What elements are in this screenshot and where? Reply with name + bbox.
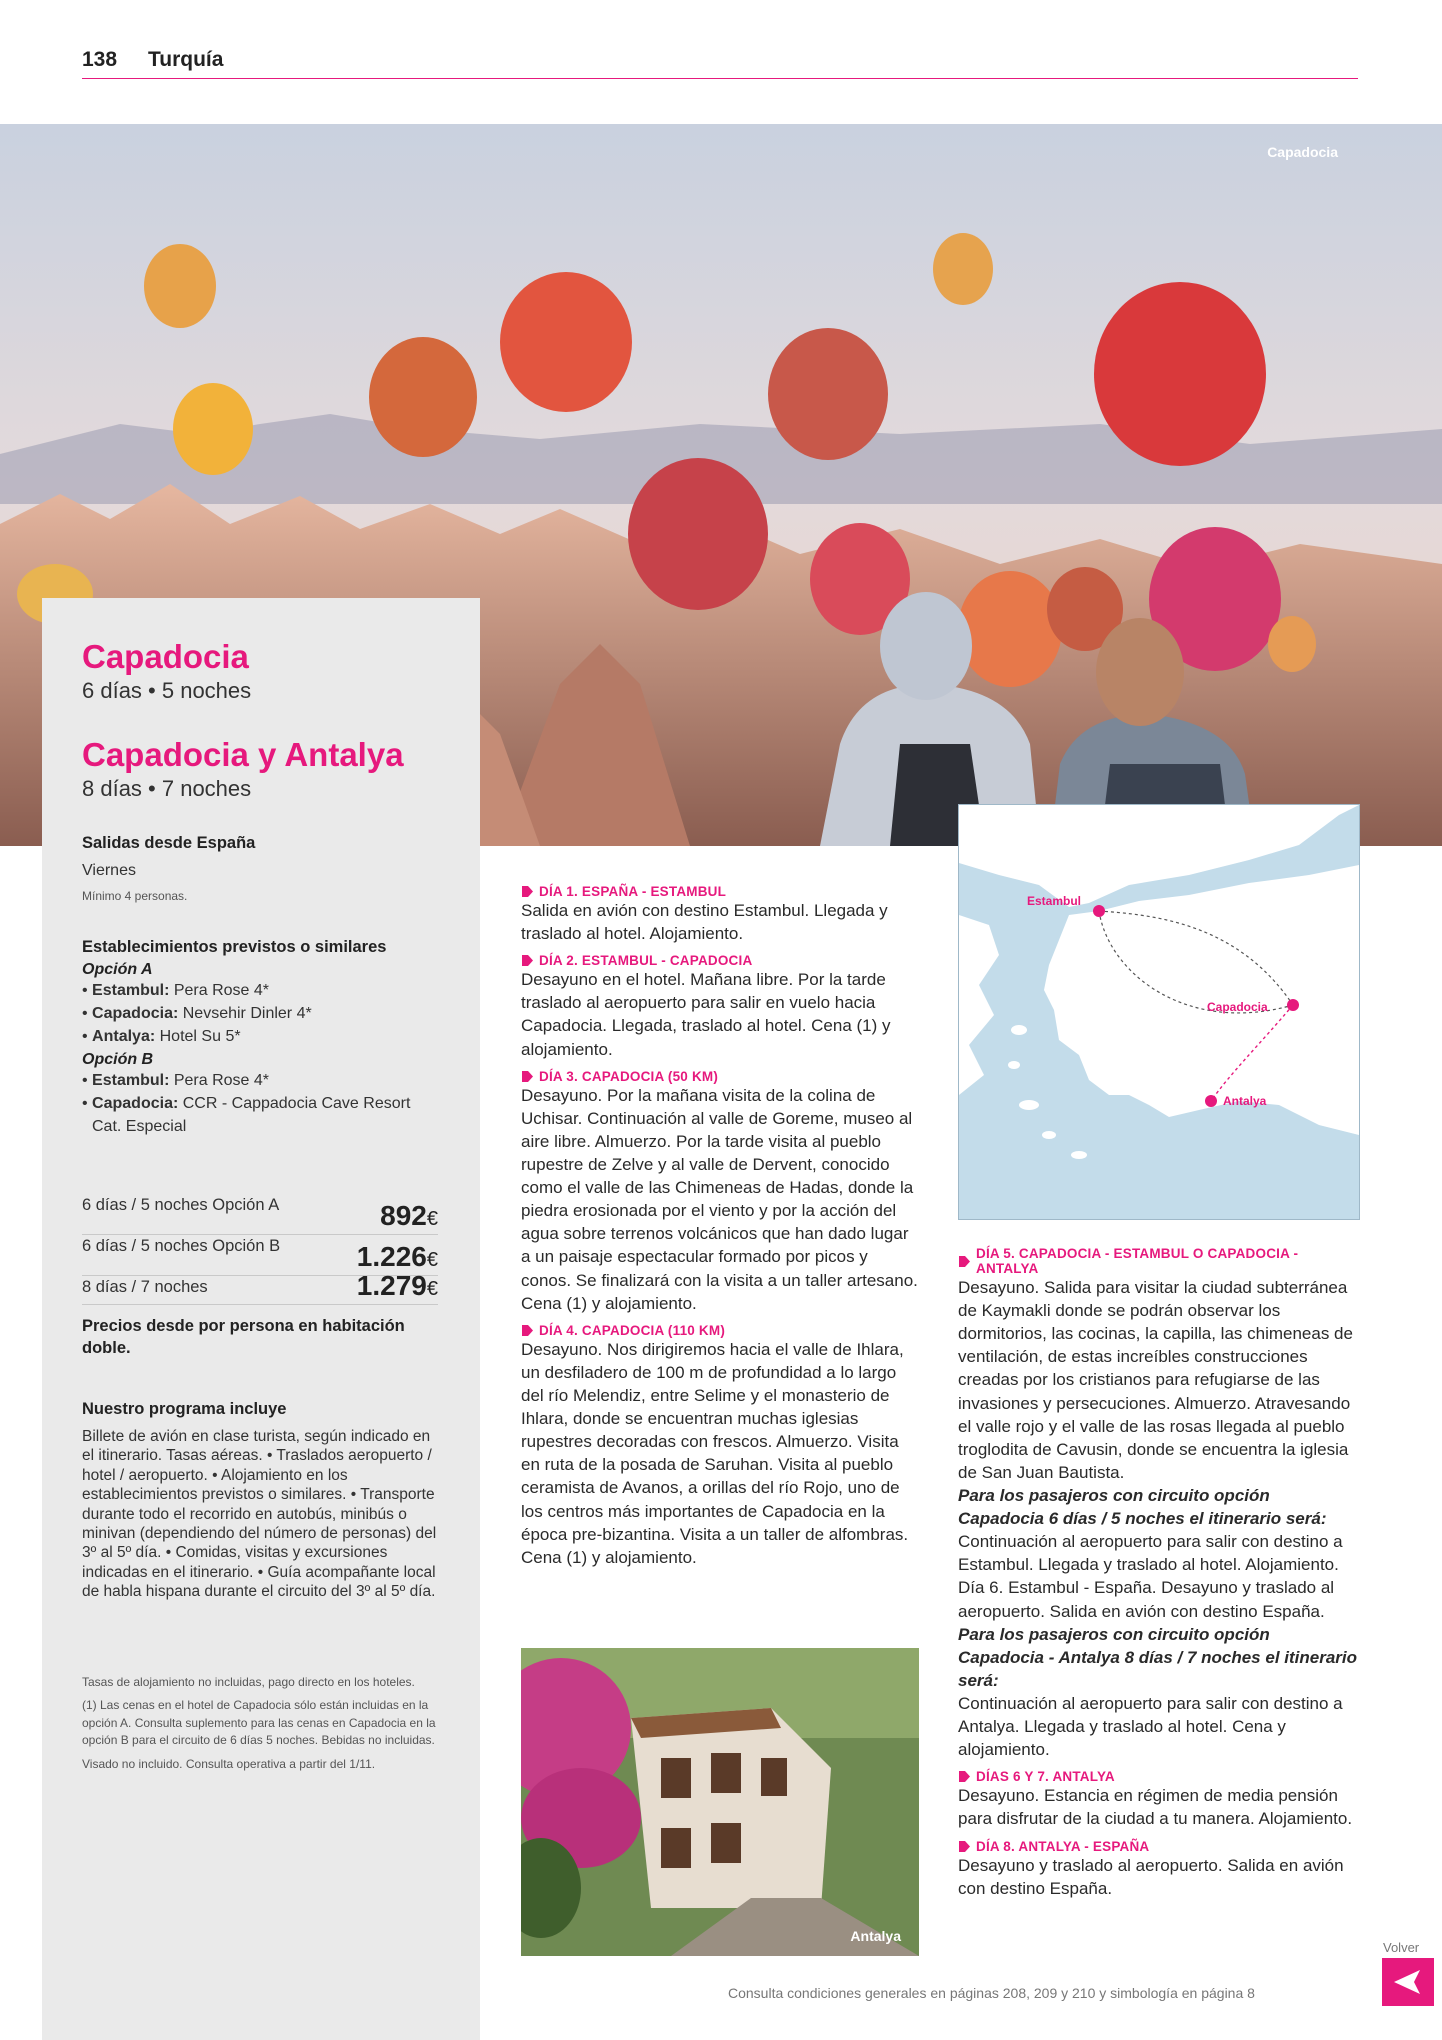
departures-label: Salidas desde España [82, 834, 256, 852]
back-button[interactable] [1382, 1958, 1434, 2006]
map-label-estambul: Estambul [1027, 894, 1082, 908]
price-value [380, 1200, 438, 1232]
footer-note: Consulta condiciones generales en páginas 208, 209 y 210 y simbología en página 8 [728, 1985, 1255, 2001]
hotel-name: Pera Rose 4* [173, 1071, 270, 1089]
day-text: Desayuno. Nos dirigiremos hacia el valle de Ihlara, un desfiladero de 100 m de profundidad a lo largo del río Melendiz, entre Selime y el monasterio de Ihlara, donde se encuentran muchas iglesias rupestres decoradas con frescos. Almuerzo. Visita en ruta de la posada de Saruhan. Visita al pueblo ceramista de Avanos, a orillas del río Rojo, uno de los centros más importantes de Capadocia en la época pre-bizantina. Visita a un taller de alfombras. Cena (1) y alojamiento. [521, 1339, 909, 1567]
trip1-title: Capadocia [82, 638, 249, 675]
option-a-label: Opción A [82, 961, 153, 978]
hotel-list-a [82, 979, 442, 1049]
day-text: Desayuno. Por la mañana visita de la colina de Uchisar. Continuación al valle de Goreme, museo al aire libre. Almuerzo. Por la tarde visita al pueblo rupestre de Zelve y al valle de Dervent, conocido como el valle de las Chimeneas de Hadas, donde la piedra erosionada por el viento y por la acción del agua sobre terrenos volcánicos que han dado lugar a un paisaje espectacular formado por picos y conos. Se finalizará con la visita a un taller artesano. Cena (1) y alojamiento. [521, 1085, 918, 1313]
note-2: (1) Las cenas en el hotel de Capadocia sólo están incluidas en la opción A. Consulta suplemento para las cenas en Capadocia en la opción B para el circuito de 6 días 5 noches. Bebidas no incluidas. [82, 1698, 436, 1748]
map-illustration [959, 805, 1359, 1219]
map-pin-estambul [1093, 905, 1105, 917]
price-value [357, 1241, 438, 1273]
bullet-icon [521, 885, 534, 898]
price-row [82, 1270, 438, 1305]
trip2-title: Capadocia y Antalya [82, 736, 404, 773]
option-b-itinerary-title: Para los pasajeros con circuito opción Capadocia - Antalya 8 días / 7 noches el itinerario será: [958, 1624, 1358, 1690]
price-note: Precios desde por persona en habitación doble. [82, 1317, 405, 1358]
day-text: Desayuno y traslado al aeropuerto. Salida en avión con destino España. [958, 1855, 1344, 1898]
note-3: Visado no incluido. Consulta operativa a partir del 1/11. [82, 1756, 376, 1771]
day-text: Salida en avión con destino Estambul. Llegada y traslado al hotel. Alojamiento. [521, 901, 888, 944]
bullet-icon [958, 1770, 971, 1783]
day-heading-text: DÍA 5. CAPADOCIA - ESTAMBUL O CAPADOCIA - ANTALYA [976, 1246, 1299, 1276]
day-text: Desayuno en el hotel. Mañana libre. Por la tarde traslado al aeropuerto para salir en vuelo hacia Capadocia. Llegada, traslado al hotel. Cena (1) y alojamiento. [521, 970, 891, 1059]
day-heading [521, 1069, 919, 1084]
itinerary-column-1 [521, 876, 919, 1569]
page-number: 138 [82, 48, 118, 71]
day-block [958, 1839, 1358, 1900]
bullet-icon [521, 954, 534, 967]
page-header [82, 46, 1358, 79]
day-heading-text: DÍAS 6 Y 7. ANTALYA [976, 1769, 1115, 1785]
price-amount: 1.279 [356, 1270, 427, 1301]
option-b-label: Opción B [82, 1050, 154, 1068]
section-title: Turquía [148, 48, 224, 71]
note-1: Tasas de alojamiento no incluidas, pago directo en los hoteles. [82, 1675, 415, 1689]
day-heading-text: DÍA 4. CAPADOCIA (110 KM) [539, 1322, 726, 1338]
hotel-city: Capadocia: [92, 1094, 179, 1112]
hotel-city: Capadocia: [92, 1005, 179, 1023]
hotel-item: • Estambul: Pera Rose 4* [82, 1071, 270, 1089]
option-b-itinerary-text: Continuación al aeropuerto para salir con destino a Antalya. Llegada y traslado al hotel. Cena y alojamiento. [958, 1693, 1343, 1760]
bullet-icon [521, 1324, 534, 1337]
price-label: 6 días / 5 noches Opción A [82, 1196, 280, 1214]
day-heading [958, 1839, 1358, 1854]
day-block [521, 1069, 919, 1315]
map-label-capadocia: Capadocia [1207, 1000, 1268, 1014]
hotels-label: Establecimientos previstos o similares [82, 938, 387, 956]
day-heading [521, 884, 919, 899]
price-currency: € [426, 1278, 438, 1300]
hotel-name: Hotel Su 5* [159, 1028, 241, 1046]
trip2-subtitle: 8 días • 7 noches [82, 775, 252, 801]
hotel-name: CCR - Cappadocia Cave Resort Cat. Especial [92, 1094, 411, 1135]
day-heading [521, 953, 919, 968]
hotel-item: • Capadocia: Nevsehir Dinler 4* [82, 1005, 312, 1023]
program-label: Nuestro programa incluye [82, 1400, 287, 1418]
option-a-itinerary-title: Para los pasajeros con circuito opción Capadocia 6 días / 5 noches el itinerario será: [958, 1485, 1327, 1529]
trip-info-panel [42, 598, 480, 2040]
hero-caption: Capadocia [1267, 144, 1338, 160]
price-row [82, 1194, 438, 1235]
hotel-name: Pera Rose 4* [173, 982, 270, 999]
price-label: 8 días / 7 noches [82, 1278, 208, 1296]
hotel-item: • Estambul: Pera Rose 4* [82, 982, 270, 999]
trip1-subtitle: 6 días • 5 noches [82, 677, 252, 703]
price-amount: 892 [380, 1200, 427, 1231]
departures-minimum: Mínimo 4 personas. [82, 889, 188, 904]
hotel-item: • Antalya: Hotel Su 5* [82, 1028, 241, 1046]
back-arrow-icon [1382, 1958, 1434, 2006]
day-heading-text: DÍA 2. ESTAMBUL - CAPADOCIA [539, 953, 753, 969]
day-block [521, 884, 919, 945]
map-pin-capadocia [1287, 999, 1299, 1011]
day-block [521, 1323, 919, 1569]
back-label: Volver [1383, 1940, 1420, 1955]
day-text: Desayuno. Estancia en régimen de media pensión para disfrutar de la ciudad a tu manera. Alojamiento. [958, 1786, 1353, 1829]
antalya-caption: Antalya [850, 1928, 901, 1944]
antalya-photo [521, 1648, 919, 1956]
day-heading-text: DÍA 3. CAPADOCIA (50 KM) [539, 1068, 719, 1084]
day-text: Desayuno. Salida para visitar la ciudad subterránea de Kaymakli donde se podrán observar los dormitorios, las cocinas, la capilla, las chimeneas de ventilación, de estas increíbles construcciones creadas por los cristianos para refugiarse de las invasiones y persecuciones. Almuerzo. Atravesando el valle rojo y el valle de las rosas llegada al pueblo troglodita de Cavusin, donde se encuentra la iglesia de San Juan Bautista. [958, 1278, 1353, 1482]
day-heading [958, 1246, 1358, 1276]
hotel-city: Estambul: [92, 982, 170, 999]
day-heading [958, 1769, 1358, 1784]
price-currency: € [426, 1208, 438, 1230]
bullet-icon [958, 1255, 971, 1268]
price-amount: 1.226 [356, 1241, 427, 1272]
price-value [357, 1270, 438, 1302]
map-label-antalya: Antalya [1223, 1094, 1267, 1108]
day-block [958, 1769, 1358, 1830]
map-pin-antalya [1205, 1095, 1217, 1107]
hotel-city: Estambul: [92, 1071, 170, 1089]
antalya-illustration [521, 1648, 919, 1956]
program-text: Billete de avión en clase turista, según indicado en el itinerario. Tasas aéreas. • Traslados aeropuerto / hotel / aeropuerto. • Alojamiento en los establecimientos previstos o similares. • Transporte durante todo el recorrido en autobús, minibús o minivan (dependiendo del número de personas) del 3º al 5º día. • Comidas, visitas y excursiones indicadas en el itinerario. • Guía acompañante local de habla hispana durante el circuito del 3º al 5º día. [82, 1428, 437, 1600]
route-map [958, 804, 1360, 1220]
price-currency: € [426, 1249, 438, 1271]
day-block [521, 953, 919, 1060]
departures-day: Viernes [82, 862, 136, 879]
hotel-item: • Capadocia: CCR - Cappadocia Cave Resort Cat. Especial [82, 1094, 411, 1135]
itinerary-column-2 [958, 1246, 1358, 1900]
bullet-icon [958, 1840, 971, 1853]
bullet-icon [521, 1070, 534, 1083]
hotel-city: Antalya: [92, 1028, 156, 1046]
day-heading [521, 1323, 919, 1338]
price-table [82, 1194, 438, 1360]
day-heading-text: DÍA 1. ESPAÑA - ESTAMBUL [539, 884, 727, 899]
day-block [958, 1246, 1358, 1761]
hotel-list-b [82, 1069, 442, 1139]
hotel-name: Nevsehir Dinler 4* [182, 1005, 312, 1023]
option-a-itinerary-text: Continuación al aeropuerto para salir con destino a Estambul. Llegada y traslado al hotel. Alojamiento. Día 6. Estambul - España. Desayuno y traslado al aeropuerto. Salida en avión con destino España. [958, 1532, 1343, 1621]
day-heading-text: DÍA 8. ANTALYA - ESPAÑA [976, 1838, 1150, 1854]
price-label: 6 días / 5 noches Opción B [82, 1237, 281, 1255]
